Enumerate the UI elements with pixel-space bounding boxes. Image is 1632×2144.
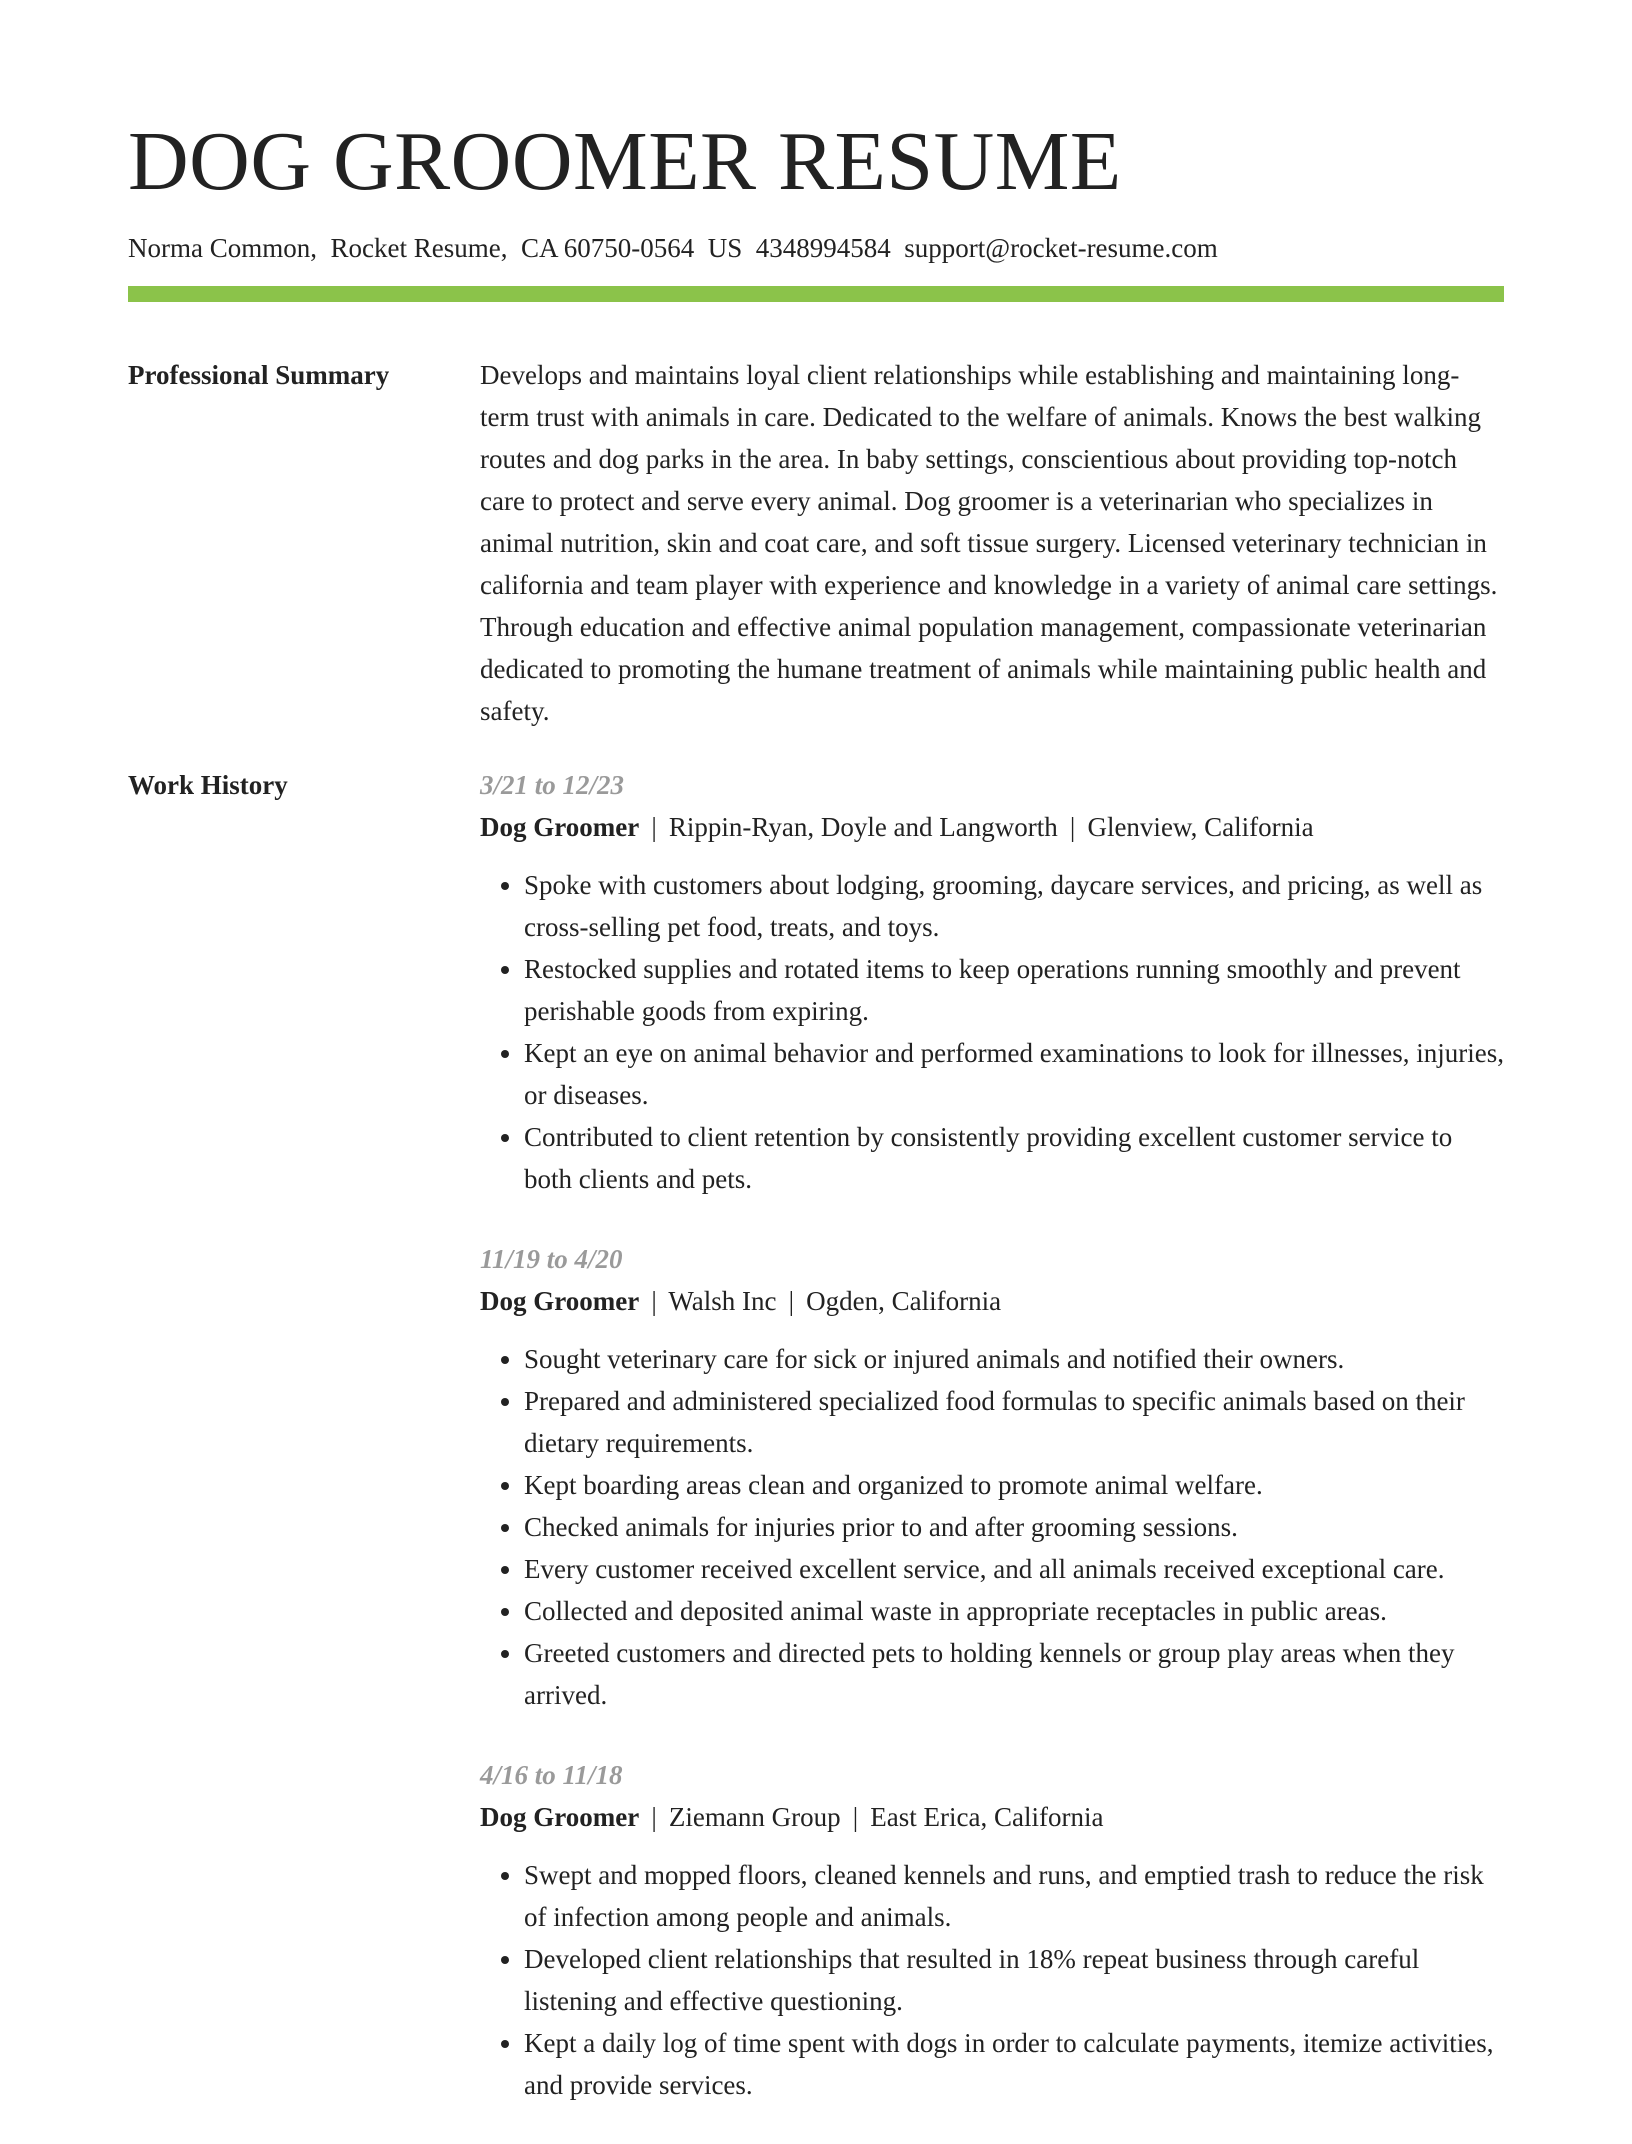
job-entry [480, 764, 1504, 1200]
job-bullet: • Restocked supplies and rotated items to keep operations running smoothly and prevent perishable goods from expiring. [524, 948, 1504, 1032]
work-history-heading: Work History [128, 770, 288, 801]
job-dates: 11/19 to 4/20 [480, 1244, 623, 1275]
resume-page [128, 115, 1504, 2144]
job-entry [480, 1238, 1504, 1716]
job-bullet: • Kept boarding areas clean and organized to promote animal welfare. [524, 1464, 1504, 1506]
job-header [480, 806, 1504, 848]
job-bullet: • Greeted customers and directed pets to holding kennels or group play areas when they arrived. [524, 1632, 1504, 1716]
job-location: Glenview, California [1087, 812, 1314, 843]
job-company: Walsh Inc [668, 1286, 777, 1317]
job-entry [480, 1754, 1504, 2106]
job-company: Ziemann Group [668, 1802, 841, 1833]
contact-region-zip: CA 60750-0564 [520, 233, 695, 263]
job-bullet: • Kept a daily log of time spent with dogs in order to calculate payments, itemize activities, and provide services. [524, 2022, 1504, 2106]
job-separator: | [1069, 812, 1076, 843]
job-bullet: • Every customer received excellent service, and all animals received exceptional care. [524, 1548, 1504, 1590]
contact-name: Norma Common, [128, 233, 317, 263]
contact-email[interactable]: support@rocket-resume.com [904, 233, 1218, 263]
job-bullet: • Checked animals for injuries prior to and after grooming sessions. [524, 1506, 1504, 1548]
summary-body [480, 354, 1504, 732]
job-separator: | [651, 812, 657, 843]
summary-text: Develops and maintains loyal client relationships while establishing and maintaining long-term trust with animals in care. Dedicated to the welfare of animals. Knows the best walking routes and dog parks in the area. In baby settings, conscientious about providing top-notch care to protect and serve every animal. Dog groomer is a veterinarian who specializes in animal nutrition, skin and coat care, and soft tissue surgery. Licensed veterinary technician in california and team player with experience and knowledge in a variety of animal care settings. Through education and effective animal population management, compassionate veterinarian dedicated to promoting the humane treatment of animals while maintaining public health and safety. [480, 360, 1498, 727]
job-location: East Erica, California [870, 1802, 1104, 1833]
job-separator: | [852, 1802, 859, 1833]
contact-country: US [707, 233, 743, 263]
job-bullet: • Prepared and administered specialized food formulas to specific animals based on their dietary requirements. [524, 1380, 1504, 1464]
job-separator: | [651, 1802, 657, 1833]
job-bullet: • Swept and mopped floors, cleaned kennels and runs, and emptied trash to reduce the risk of infection among people and animals. [524, 1854, 1504, 1938]
job-bullet-list [480, 864, 1504, 1200]
contact-phone[interactable]: 4348994584 [755, 233, 891, 263]
job-bullet-list [480, 1854, 1504, 2106]
job-bullet: • Contributed to client retention by consistently providing excellent customer service to both clients and pets. [524, 1116, 1504, 1200]
job-bullet-list [480, 1338, 1504, 1716]
accent-divider [128, 286, 1504, 302]
work-history-body [480, 764, 1504, 2144]
job-company: Rippin-Ryan, Doyle and Langworth [668, 812, 1058, 843]
job-separator: | [788, 1286, 795, 1317]
summary-section [128, 354, 1504, 732]
work-history-section [128, 764, 1504, 2144]
job-bullet: • Developed client relationships that resulted in 18% repeat business through careful listening and effective questioning. [524, 1938, 1504, 2022]
job-header [480, 1796, 1504, 1838]
job-dates: 4/16 to 11/18 [480, 1760, 623, 1791]
job-header [480, 1280, 1504, 1322]
contact-company: Rocket Resume, [330, 233, 508, 263]
resume-title: DOG GROOMER RESUME [128, 115, 1122, 208]
job-title: Dog Groomer [480, 812, 640, 843]
job-location: Ogden, California [806, 1286, 1002, 1317]
contact-line [128, 232, 1504, 264]
job-dates: 3/21 to 12/23 [480, 770, 625, 801]
summary-heading: Professional Summary [128, 360, 390, 391]
job-title: Dog Groomer [480, 1802, 640, 1833]
job-title: Dog Groomer [480, 1286, 640, 1317]
job-separator: | [651, 1286, 657, 1317]
job-bullet: • Collected and deposited animal waste in appropriate receptacles in public areas. [524, 1590, 1504, 1632]
job-bullet: • Kept an eye on animal behavior and performed examinations to look for illnesses, injuries, or diseases. [524, 1032, 1504, 1116]
job-bullet: • Spoke with customers about lodging, grooming, daycare services, and pricing, as well as cross-selling pet food, treats, and toys. [524, 864, 1504, 948]
job-bullet: • Sought veterinary care for sick or injured animals and notified their owners. [524, 1338, 1504, 1380]
